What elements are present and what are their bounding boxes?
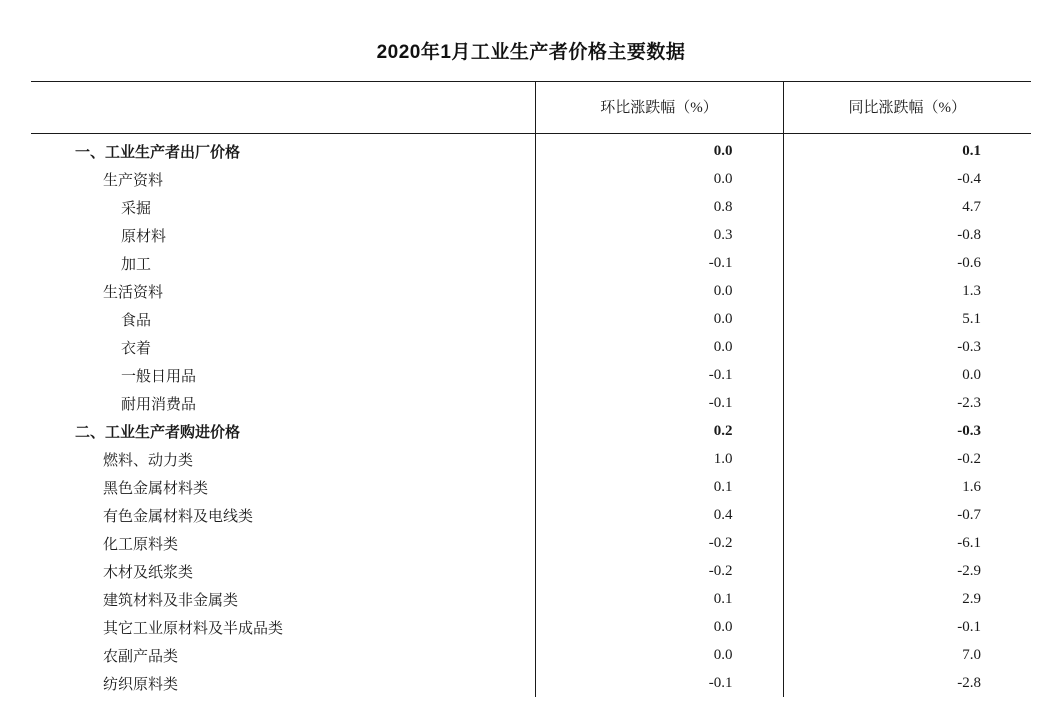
- row-value-yoy: -0.4: [783, 165, 1031, 193]
- row-label: 其它工业原材料及半成品类: [103, 620, 284, 637]
- row-value-mom: 0.0: [535, 641, 783, 669]
- row-label: 黑色金属材料类: [103, 480, 209, 497]
- table-body: [31, 134, 1031, 698]
- table-row: [31, 641, 1031, 669]
- table-row: [31, 249, 1031, 277]
- row-value-yoy: -0.2: [783, 445, 1031, 473]
- table-row: [31, 529, 1031, 557]
- table-row: [31, 277, 1031, 305]
- row-label: 生产资料: [103, 172, 164, 189]
- table-row: [31, 134, 1031, 166]
- row-value-yoy: -0.6: [783, 249, 1031, 277]
- column-header-label: [31, 82, 535, 134]
- row-value-yoy: -6.1: [783, 529, 1031, 557]
- row-label: 农副产品类: [103, 648, 179, 665]
- row-label: 燃料、动力类: [103, 452, 194, 469]
- row-value-yoy: 2.9: [783, 585, 1031, 613]
- row-value-mom: 0.8: [535, 193, 783, 221]
- row-value-mom: 0.0: [535, 277, 783, 305]
- table-row: [31, 501, 1031, 529]
- row-value-mom: -0.1: [535, 389, 783, 417]
- table-row: [31, 445, 1031, 473]
- table-row: [31, 585, 1031, 613]
- row-label: 二、工业生产者购进价格: [75, 424, 241, 441]
- table-row: [31, 333, 1031, 361]
- row-value-mom: 0.3: [535, 221, 783, 249]
- row-label: 原材料: [121, 228, 167, 245]
- row-label: 耐用消费品: [121, 396, 197, 413]
- table-row: [31, 669, 1031, 697]
- table-row: [31, 417, 1031, 445]
- row-value-yoy: -0.7: [783, 501, 1031, 529]
- row-value-yoy: -0.3: [783, 417, 1031, 445]
- column-header-mom: 环比涨跌幅（%）: [535, 82, 783, 134]
- row-label: 有色金属材料及电线类: [103, 508, 254, 525]
- row-value-mom: -0.1: [535, 669, 783, 697]
- row-value-yoy: -0.3: [783, 333, 1031, 361]
- row-value-yoy: 1.6: [783, 473, 1031, 501]
- row-value-mom: 1.0: [535, 445, 783, 473]
- row-value-mom: 0.0: [535, 165, 783, 193]
- row-value-yoy: 5.1: [783, 305, 1031, 333]
- row-value-mom: 0.0: [535, 305, 783, 333]
- page-title: 2020年1月工业生产者价格主要数据: [376, 42, 686, 63]
- row-label: 一般日用品: [121, 368, 197, 385]
- row-value-mom: -0.1: [535, 249, 783, 277]
- table-row: [31, 165, 1031, 193]
- table-row: [31, 473, 1031, 501]
- table-row: [31, 221, 1031, 249]
- row-value-yoy: 4.7: [783, 193, 1031, 221]
- row-label: 衣着: [121, 340, 152, 357]
- producer-price-table: [31, 81, 1031, 697]
- table-header-row: [31, 82, 1031, 134]
- table-row: [31, 193, 1031, 221]
- row-label: 食品: [121, 312, 152, 329]
- row-value-mom: 0.0: [535, 134, 783, 166]
- row-value-mom: 0.2: [535, 417, 783, 445]
- row-value-mom: -0.1: [535, 361, 783, 389]
- row-value-mom: -0.2: [535, 557, 783, 585]
- row-label: 生活资料: [103, 284, 164, 301]
- row-value-mom: 0.0: [535, 333, 783, 361]
- row-label: 加工: [121, 256, 152, 273]
- row-value-mom: -0.2: [535, 529, 783, 557]
- row-value-mom: 0.1: [535, 585, 783, 613]
- table-row: [31, 305, 1031, 333]
- row-value-mom: 0.0: [535, 613, 783, 641]
- row-value-yoy: 7.0: [783, 641, 1031, 669]
- row-label: 建筑材料及非金属类: [103, 592, 239, 609]
- row-value-yoy: -0.8: [783, 221, 1031, 249]
- row-label: 一、工业生产者出厂价格: [75, 144, 241, 161]
- row-label: 纺织原料类: [103, 676, 179, 693]
- row-label: 木材及纸浆类: [103, 564, 194, 581]
- row-value-mom: 0.4: [535, 501, 783, 529]
- row-label: 化工原料类: [103, 536, 179, 553]
- table-row: [31, 613, 1031, 641]
- row-value-yoy: -2.8: [783, 669, 1031, 697]
- table-row: [31, 557, 1031, 585]
- row-value-yoy: -2.3: [783, 389, 1031, 417]
- row-value-yoy: 1.3: [783, 277, 1031, 305]
- table-row: [31, 389, 1031, 417]
- column-header-yoy: 同比涨跌幅（%）: [783, 82, 1031, 134]
- row-value-yoy: 0.1: [783, 134, 1031, 166]
- row-value-yoy: -0.1: [783, 613, 1031, 641]
- row-value-mom: 0.1: [535, 473, 783, 501]
- table-row: [31, 361, 1031, 389]
- row-value-yoy: 0.0: [783, 361, 1031, 389]
- row-label: 采掘: [121, 200, 152, 217]
- row-value-yoy: -2.9: [783, 557, 1031, 585]
